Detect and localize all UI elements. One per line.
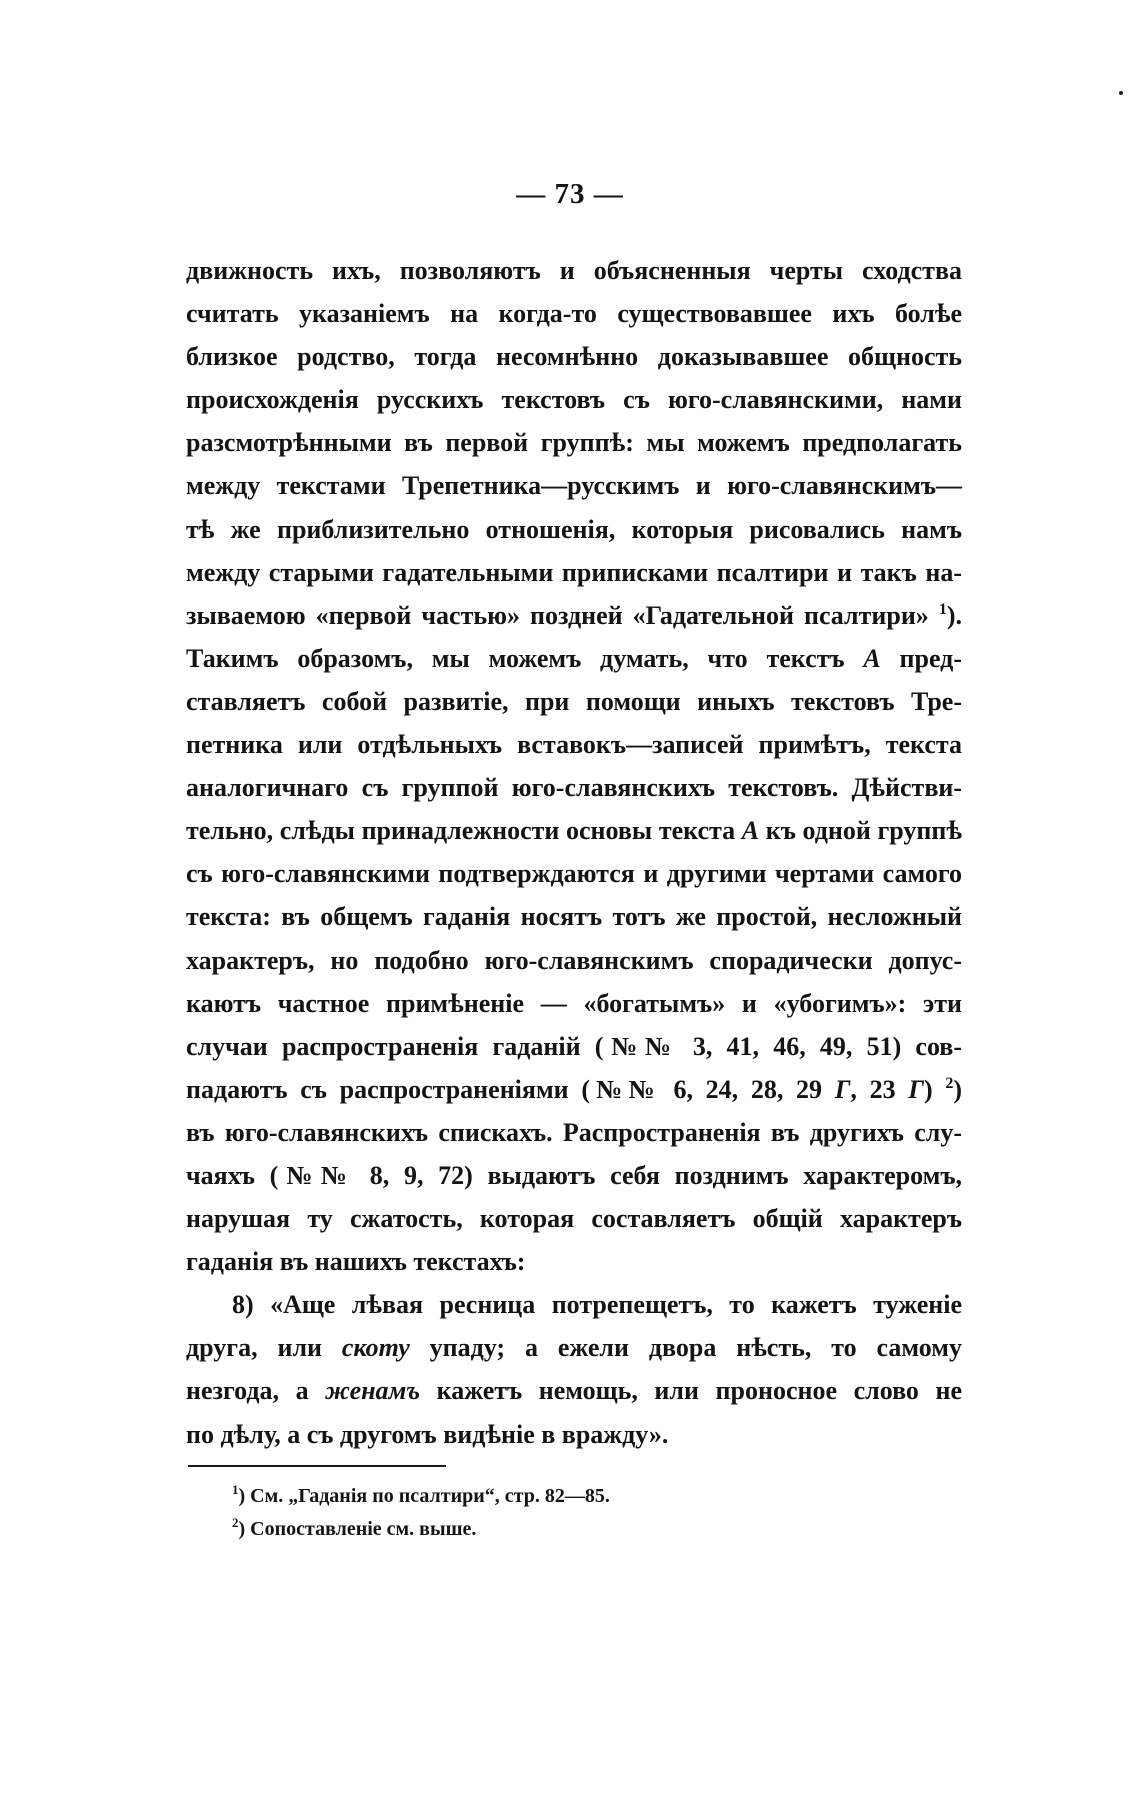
text-line: между старыми гадательными приписками псалтири и такъ на- [186, 557, 962, 587]
text-line: аналогичнаго съ группой юго-славянскихъ текстовъ. Дѣйстви- [186, 773, 962, 803]
italic-text: скоту [341, 1333, 410, 1363]
text-segment: друга, или [186, 1333, 342, 1363]
italic-text: А [741, 816, 760, 846]
footnote-ref: 1 [938, 600, 947, 618]
text-line: разсмотрѣнными въ первой группѣ: мы можемъ предполагать [186, 428, 962, 458]
italic-text: Г [834, 1074, 851, 1104]
footnote-text: ) Сопоставленіе см. выше. [238, 1518, 477, 1540]
text-line: близкое родство, тогда несомнѣнно доказывавшее общность [186, 342, 962, 372]
text-segment: падаютъ съ распространеніями (№№ 6, 24, 28, 29 [186, 1074, 835, 1104]
text-segment: пред- [880, 643, 962, 673]
text-segment: упаду; а ежели двора нѣсть, то самому [409, 1333, 963, 1363]
text-segment: ). [946, 600, 962, 630]
text-line: каютъ частное примѣненіе — «богатымъ» и «убогимъ»: эти [186, 988, 962, 1018]
text-line: движность ихъ, позволяютъ и объясненныя черты сходства [186, 256, 962, 285]
text-line: по дѣлу, а съ другомъ видѣніе в вражду». [186, 1419, 669, 1449]
footnote [232, 1480, 932, 1513]
text-line: тѣ же приблизительно отношенія, которыя рисовались намъ [186, 514, 962, 544]
italic-text: А [863, 643, 881, 673]
text-line: случаи распространенія гаданій (№№ 3, 41, 46, 49, 51) сов- [186, 1031, 962, 1061]
text-line [186, 809, 962, 852]
text-segment: ) [923, 1074, 946, 1104]
text-line [186, 637, 962, 680]
text-line: происхожденія русскихъ текстовъ съ юго-славянскими, нами [186, 385, 962, 415]
text-segment: ) [953, 1074, 962, 1104]
text-line [186, 1369, 962, 1412]
text-segment: къ одной группѣ [759, 816, 962, 846]
text-segment: кажетъ немощь, или проносное слово не [420, 1376, 963, 1406]
text-line: гаданія въ нашихъ текстахъ: [186, 1247, 526, 1277]
text-segment: Такимъ образомъ, мы можемъ думать, что текстъ [186, 643, 864, 673]
footnote-text: ) См. „Гаданія по псалтири“, стр. 82—85. [238, 1485, 610, 1507]
scan-speck [1119, 91, 1123, 95]
footnote-marker: 1 [232, 1482, 239, 1497]
text-segment: , 23 [850, 1074, 909, 1104]
footnote [232, 1513, 932, 1546]
page-number: — 73 — [516, 178, 624, 210]
text-line: 8) «Аще лѣвая ресница потрепещетъ, то кажетъ туженіе [232, 1290, 962, 1320]
text-segment: тельно, слѣды принадлежности основы текста [186, 816, 742, 846]
text-line: чаяхъ (№№ 8, 9, 72) выдаютъ себя позднимъ характеромъ, [186, 1160, 962, 1190]
footnote-divider [188, 1465, 446, 1467]
text-line: текста: въ общемъ гаданія носятъ тотъ же простой, несложный [186, 902, 962, 932]
italic-text: Г [908, 1074, 924, 1104]
text-line: въ юго-славянскихъ спискахъ. Распространенія въ другихъ слу- [186, 1117, 962, 1147]
text-line: характеръ, но подобно юго-славянскимъ спорадически допус- [186, 945, 962, 975]
text-line [186, 1068, 962, 1111]
text-line: считать указаніемъ на когда-то существовавшее ихъ болѣе [186, 299, 962, 329]
footnotes [232, 1480, 932, 1546]
text-line: ставляетъ собой развитіе, при помощи иныхъ текстовъ Тре- [186, 686, 962, 716]
text-line: петника или отдѣльныхъ вставокъ—записей примѣтъ, текста [186, 730, 962, 760]
text-line: съ юго-славянскими подтверждаются и другими чертами самого [186, 859, 962, 889]
text-line: нарушая ту сжатость, которая составляетъ общій характеръ [186, 1204, 962, 1234]
text-segment: зываемою «первой частью» поздней «Гадательной псалтири» [186, 600, 939, 630]
text-line: между текстами Трепетника—русскимъ и юго-славянскимъ— [186, 471, 962, 501]
italic-text: женамъ [325, 1376, 421, 1406]
footnote-marker: 2 [232, 1515, 239, 1530]
text-line [186, 1326, 962, 1369]
body-text [186, 249, 962, 1456]
text-line [186, 594, 962, 637]
text-segment: незгода, а [186, 1376, 326, 1406]
footnote-ref: 2 [945, 1074, 954, 1092]
